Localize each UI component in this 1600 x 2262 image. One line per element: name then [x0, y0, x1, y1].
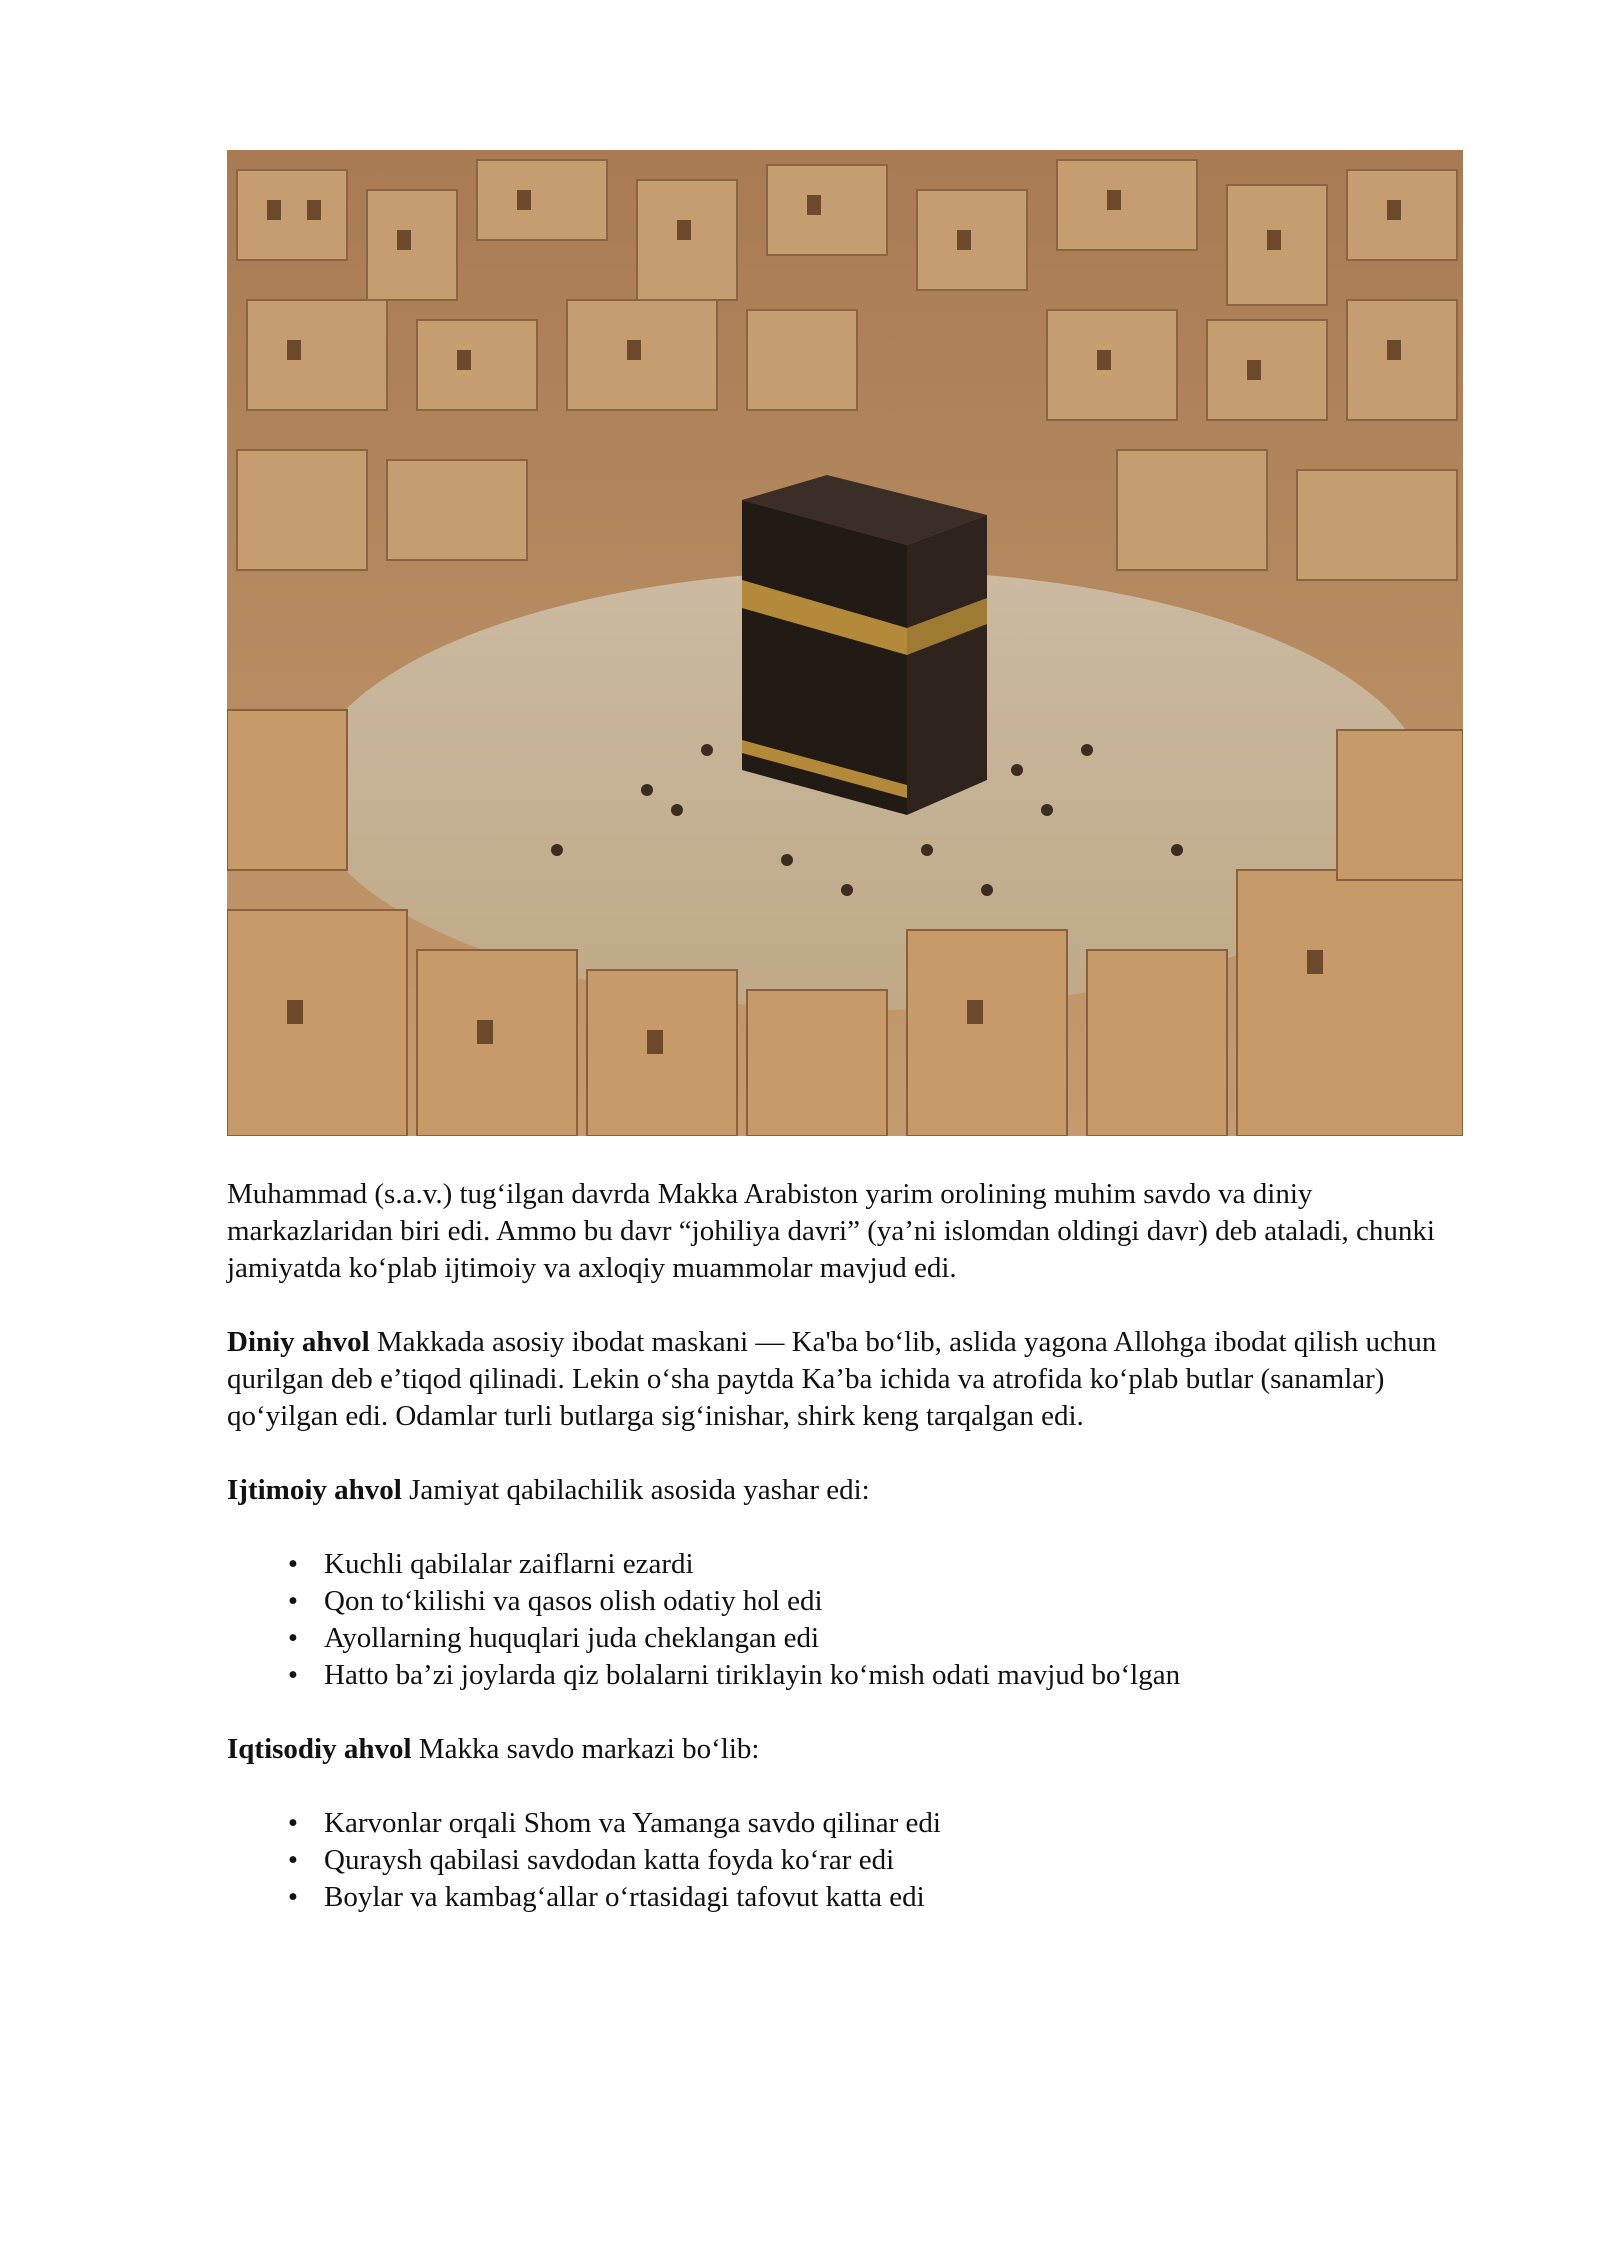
iqtisodiy-paragraph	[227, 1731, 1463, 1768]
diniy-paragraph	[227, 1324, 1463, 1435]
list-item: • Quraysh qabilasi savdodan katta foyda ko‘rar edi	[227, 1842, 1463, 1879]
iqtisodiy-list	[227, 1805, 1463, 1916]
list-item: • Boylar va kambag‘allar o‘rtasidagi tafovut katta edi	[227, 1879, 1463, 1916]
document-page	[227, 150, 1463, 1916]
bullet-icon: •	[287, 1881, 299, 1913]
list-item: • Ayollarning huquqlari juda cheklangan edi	[227, 1620, 1463, 1657]
kaaba-photo	[227, 150, 1463, 1136]
intro-text: Muhammad (s.a.v.) tug‘ilgan davrda Makka Arabiston yarim orolining muhim savdo va diniy markazlaridan biri edi. Ammo bu davr “johiliya davri” (ya’ni islomdan oldingi davr) deb ataladi, chunki jamiyatda ko‘plab ijtimoiy va axloqiy muammolar mavjud edi.	[227, 1178, 1435, 1284]
kaaba-illustration-icon	[227, 150, 1463, 1136]
bullet-icon: •	[287, 1844, 299, 1876]
bullet-icon: •	[287, 1659, 299, 1691]
bullet-icon: •	[287, 1585, 299, 1617]
iqtisodiy-text: Makka savdo markazi bo‘lib:	[411, 1733, 760, 1765]
bullet-icon: •	[287, 1807, 299, 1839]
diniy-heading: Diniy ahvol	[227, 1326, 370, 1358]
bullet-icon: •	[287, 1548, 299, 1580]
iqtisodiy-heading: Iqtisodiy ahvol	[227, 1733, 412, 1765]
list-item: • Kuchli qabilalar zaiflarni ezardi	[227, 1546, 1463, 1583]
ijtimoiy-heading: Ijtimoiy ahvol	[227, 1474, 402, 1506]
list-item: • Hatto ba’zi joylarda qiz bolalarni tiriklayin ko‘mish odati mavjud bo‘lgan	[227, 1657, 1463, 1694]
list-item: • Qon to‘kilishi va qasos olish odatiy hol edi	[227, 1583, 1463, 1620]
ijtimoiy-list	[227, 1546, 1463, 1694]
list-item: • Karvonlar orqali Shom va Yamanga savdo qilinar edi	[227, 1805, 1463, 1842]
ijtimoiy-paragraph	[227, 1472, 1463, 1509]
diniy-text: Makkada asosiy ibodat maskani — Ka'ba bo‘lib, aslida yagona Allohga ibodat qilish uchun qurilgan deb e’tiqod qilinadi. Lekin o‘sha paytda Ka’ba ichida va atrofida ko‘plab butlar (sanamlar) qo‘yilgan edi. Odamlar turli butlarga sig‘inishar, shirk keng tarqalgan edi.	[227, 1326, 1437, 1432]
ijtimoiy-text: Jamiyat qabilachilik asosida yashar edi:	[401, 1474, 870, 1506]
intro-paragraph	[227, 1176, 1463, 1287]
bullet-icon: •	[287, 1622, 299, 1654]
